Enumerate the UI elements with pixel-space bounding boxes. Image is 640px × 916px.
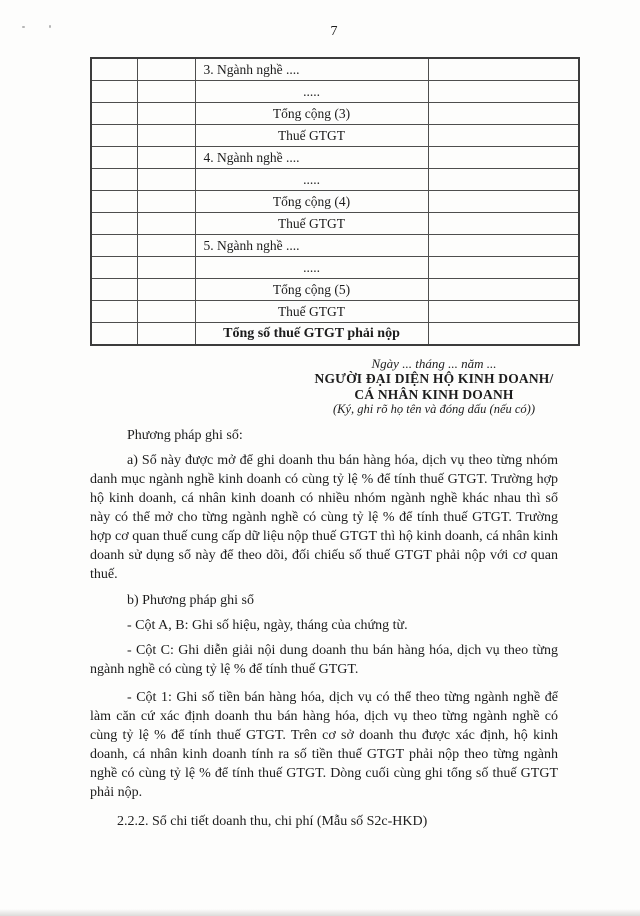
table-cell-label: Tổng cộng (3) xyxy=(195,103,428,125)
table-row xyxy=(91,103,579,125)
table-row xyxy=(91,169,579,191)
paragraph-col-c: - Cột C: Ghi diễn giải nội dung doanh thu bán hàng hóa, dịch vụ theo từng ngành nghề có cùng tỷ lệ % để tính thuế GTGT. xyxy=(90,643,558,677)
table-cell-empty xyxy=(137,235,195,257)
signature-note: (Ký, ghi rõ họ tên và đóng dấu (nếu có)) xyxy=(332,402,536,416)
table-cell-label: Tổng cộng (5) xyxy=(195,279,428,301)
table-cell-empty xyxy=(91,235,137,257)
paragraph-col-ab: - Cột A, B: Ghi số hiệu, ngày, tháng của chứng từ. xyxy=(127,618,408,633)
table-cell-empty xyxy=(428,213,579,235)
paragraph-col-1: - Cột 1: Ghi số tiền bán hàng hóa, dịch vụ có thể theo từng ngành nghề để làm căn cứ xác định doanh thu bán hàng hóa, dịch vụ theo từng ngành nghề có cùng tỷ lệ % để tính thuế GTGT. Trên cơ sở doanh thu được xác định, hộ kinh doanh, cá nhân kinh doanh tính ra số tiền thuế GTGT phải nộp theo từng ngành nghề có cùng tỷ lệ % để tính thuế GTGT. Dòng cuối cùng ghi tổng số thuế GTGT phải nộp. xyxy=(90,690,558,800)
table-cell-empty xyxy=(428,257,579,279)
table-cell-label: 3. Ngành nghề .... xyxy=(195,58,428,81)
vat-by-trade-table xyxy=(90,57,580,346)
body-text xyxy=(90,426,558,831)
table-row xyxy=(91,235,579,257)
signature-block xyxy=(284,356,584,417)
table-cell-label: Thuế GTGT xyxy=(195,213,428,235)
table-row xyxy=(91,279,579,301)
table-cell-empty xyxy=(428,191,579,213)
table-cell-empty xyxy=(428,103,579,125)
table-row xyxy=(91,213,579,235)
table-cell-empty xyxy=(428,279,579,301)
table-cell-empty xyxy=(91,169,137,191)
table-cell-empty xyxy=(137,279,195,301)
table-cell-label: 5. Ngành nghề .... xyxy=(195,235,428,257)
scan-edge-shadow xyxy=(0,909,640,916)
table-cell-empty xyxy=(137,257,195,279)
table-cell-empty xyxy=(428,169,579,191)
paragraph-b: b) Phương pháp ghi sổ xyxy=(127,593,254,608)
table-cell-empty xyxy=(91,301,137,323)
section-2-2-2-heading: 2.2.2. Sổ chi tiết doanh thu, chi phí (Mẫu số S2c-HKD) xyxy=(117,814,428,829)
table-cell-empty xyxy=(137,103,195,125)
table-row xyxy=(91,301,579,323)
table-cell-label: Tổng số thuế GTGT phải nộp xyxy=(195,323,428,346)
table-cell-label: ..... xyxy=(195,81,428,103)
table-cell-empty xyxy=(137,58,195,81)
table-cell-label: 4. Ngành nghề .... xyxy=(195,147,428,169)
table-row xyxy=(91,191,579,213)
table-cell-empty xyxy=(91,323,137,346)
table-cell-empty xyxy=(428,323,579,346)
table-cell-empty xyxy=(137,147,195,169)
scan-speck xyxy=(49,25,51,28)
table-cell-label: Thuế GTGT xyxy=(195,125,428,147)
table-cell-label: ..... xyxy=(195,257,428,279)
table-row xyxy=(91,81,579,103)
paragraph-a: a) Sổ này được mở để ghi doanh thu bán hàng hóa, dịch vụ theo từng nhóm danh mục ngành nghề kinh doanh có cùng tỷ lệ % để tính thuế GTGT. Trường hợp hộ kinh doanh, cá nhân kinh doanh có nhiều nhóm ngành nghề khác nhau thì sổ này có thể mở cho từng ngành nghề có cùng tỷ lệ % để tính thuế GTGT. Trường hợp cơ quan thuế cung cấp dữ liệu nộp thuế GTGT thì hộ kinh doanh, cá nhân kinh doanh sử dụng sổ này để theo dõi, đối chiếu số thuế GTGT phải nộp với cơ quan thuế. xyxy=(90,453,558,582)
table-cell-empty xyxy=(91,191,137,213)
table-row-total xyxy=(91,323,579,346)
table-cell-empty xyxy=(428,147,579,169)
table-cell-empty xyxy=(91,125,137,147)
table-cell-empty xyxy=(428,125,579,147)
table-cell-empty xyxy=(137,125,195,147)
table-cell-empty xyxy=(137,213,195,235)
table-cell-empty xyxy=(91,103,137,125)
table-cell-empty xyxy=(91,257,137,279)
table-row xyxy=(91,58,579,81)
table-cell-label: Thuế GTGT xyxy=(195,301,428,323)
signature-date-line: Ngày ... tháng ... năm ... xyxy=(371,356,497,371)
method-heading: Phương pháp ghi sổ: xyxy=(127,428,243,443)
table-cell-empty xyxy=(137,191,195,213)
table-cell-empty xyxy=(91,279,137,301)
signature-title-line1: NGƯỜI ĐẠI DIỆN HỘ KINH DOANH/ xyxy=(314,371,554,386)
table-cell-empty xyxy=(91,58,137,81)
table-cell-empty xyxy=(428,81,579,103)
scan-speck xyxy=(22,26,25,28)
table-cell-empty xyxy=(428,235,579,257)
table-cell-empty xyxy=(91,147,137,169)
table-cell-empty xyxy=(428,58,579,81)
table-cell-label: Tổng cộng (4) xyxy=(195,191,428,213)
table-cell-empty xyxy=(137,81,195,103)
page-number: 7 xyxy=(330,24,338,39)
table-row xyxy=(91,257,579,279)
table-cell-empty xyxy=(137,301,195,323)
table-cell-empty xyxy=(137,169,195,191)
table-cell-empty xyxy=(137,323,195,346)
table-cell-empty xyxy=(91,213,137,235)
table-cell-empty xyxy=(428,301,579,323)
table-cell-label: ..... xyxy=(195,169,428,191)
table-row xyxy=(91,125,579,147)
signature-title-line2: CÁ NHÂN KINH DOANH xyxy=(354,386,514,402)
table-cell-empty xyxy=(91,81,137,103)
table-row xyxy=(91,147,579,169)
